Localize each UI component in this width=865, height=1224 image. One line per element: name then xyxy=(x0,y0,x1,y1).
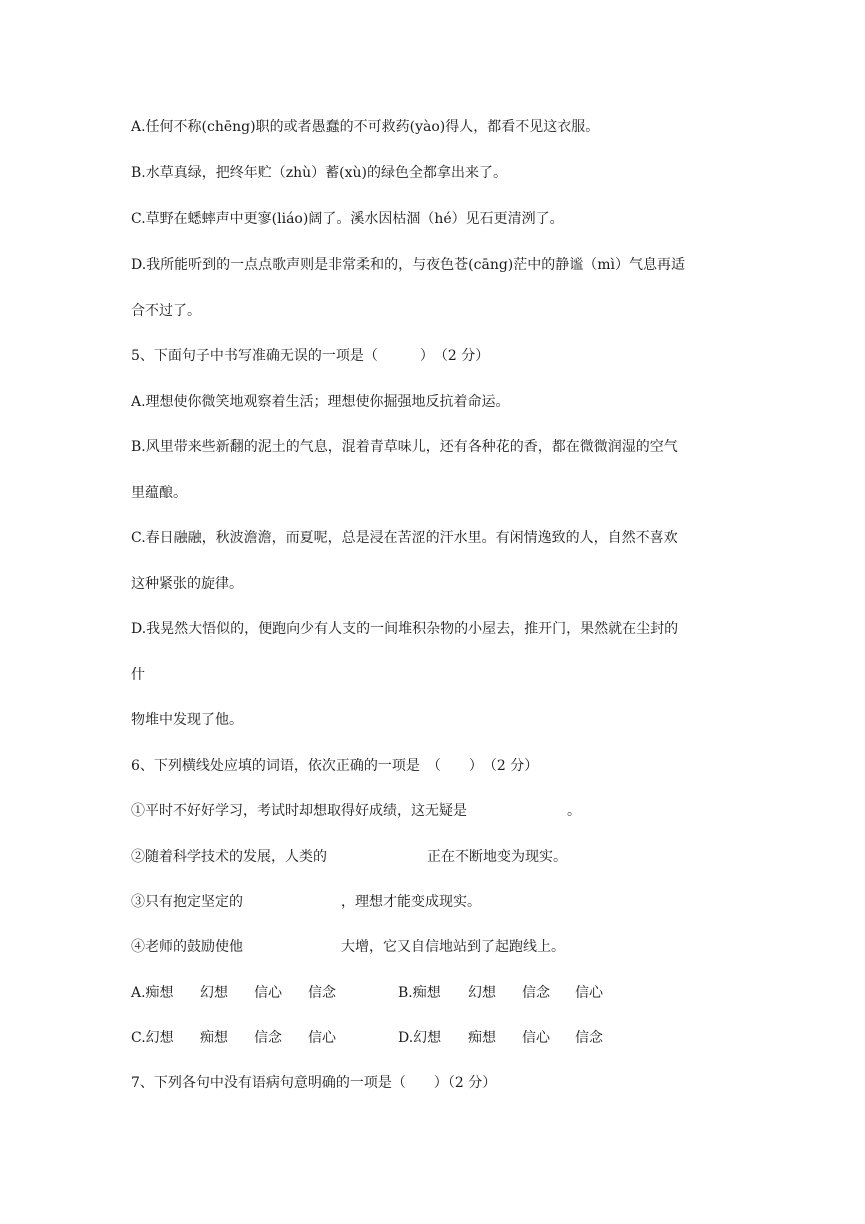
q5-option-b-line2: 里蕴酿。 xyxy=(131,485,187,501)
q6-opt-b-2: 幻想 xyxy=(468,985,496,1001)
q6-opt-a-1: A.痴想 xyxy=(131,985,174,1001)
q4-option-b: B.水草真绿，把终年贮（zhù）蓄(xù)的绿色全都拿出来了。 xyxy=(131,165,507,181)
q6-s1-text: ①平时不好好学习，考试时却想取得好成绩，这无疑是 xyxy=(131,803,467,819)
q4-option-d-line1: D.我所能听到的一点点歌声则是非常柔和的，与夜色苍(cāng)茫中的静谧（mì）气息再适 xyxy=(131,257,686,273)
q6-opt-a-2: 幻想 xyxy=(200,985,228,1001)
q6-stem: 6、下列横线处应填的词语，依次正确的一项是 （ ） （2 分） xyxy=(131,758,539,774)
q6-opt-c-1: C.幻想 xyxy=(131,1030,174,1046)
q6-s3-text: ③只有抱定坚定的 xyxy=(131,894,243,910)
q6-opt-d-2: 痴想 xyxy=(468,1030,496,1046)
q6-s1-end: 。 xyxy=(567,803,581,819)
q4-option-a: A.任何不称(chēng)职的或者愚蠢的不可救药(yào)得人，都看不见这衣服。 xyxy=(131,119,600,135)
q5-option-b-line1: B.风里带来些新翻的泥土的气息，混着青草味儿，还有各种花的香，都在微微润湿的空气 xyxy=(131,439,678,455)
q6-s4-text: ④老师的鼓励使他 xyxy=(131,939,243,955)
q4-option-d-line2: 合不过了。 xyxy=(131,303,201,319)
q5-option-c-line2: 这种紧张的旋律。 xyxy=(131,576,243,592)
q5-option-c-line1: C.春日融融，秋波澹澹，而夏呢，总是浸在苦涩的汗水里。有闲情逸致的人，自然不喜欢 xyxy=(131,530,678,546)
q6-opt-d-4: 信念 xyxy=(575,1030,603,1046)
q6-s4-end: 大增，它又自信地站到了起跑线上。 xyxy=(341,939,565,955)
q6-s3-end: ，理想才能变成现实。 xyxy=(341,894,481,910)
q6-s2-end: 正在不断地变为现实。 xyxy=(427,849,567,865)
q6-opt-d-1: D.幻想 xyxy=(398,1030,442,1046)
q6-s2-text: ②随着科学技术的发展，人类的 xyxy=(131,849,327,865)
q6-opt-c-3: 信念 xyxy=(254,1030,282,1046)
q5-stem: 5、下面句子中书写准确无误的一项是（ ） （2 分） xyxy=(131,348,490,364)
q5-option-d-line2: 什 xyxy=(131,667,145,683)
q6-opt-c-2: 痴想 xyxy=(200,1030,228,1046)
q5-option-d-line1: D.我晃然大悟似的，便跑向少有人支的一间堆积杂物的小屋去，推开门，果然就在尘封的 xyxy=(131,621,679,637)
q5-option-a: A.理想使你微笑地观察着生活；理想使你掘强地反抗着命运。 xyxy=(131,394,510,410)
q6-opt-b-4: 信心 xyxy=(575,985,603,1001)
q7-stem: 7、下列各句中没有语病句意明确的一项是（ ）（2 分） xyxy=(131,1075,497,1091)
q6-opt-a-3: 信心 xyxy=(254,985,282,1001)
q4-option-c: C.草野在蟋蟀声中更寥(liáo)阔了。溪水因枯涸（hé）见石更清洌了。 xyxy=(131,211,564,227)
q6-opt-d-3: 信心 xyxy=(522,1030,550,1046)
q6-opt-a-4: 信念 xyxy=(308,985,336,1001)
q6-opt-b-1: B.痴想 xyxy=(398,985,441,1001)
q6-opt-b-3: 信念 xyxy=(522,985,550,1001)
q5-option-d-line3: 物堆中发现了他。 xyxy=(131,712,243,728)
q6-opt-c-4: 信心 xyxy=(308,1030,336,1046)
